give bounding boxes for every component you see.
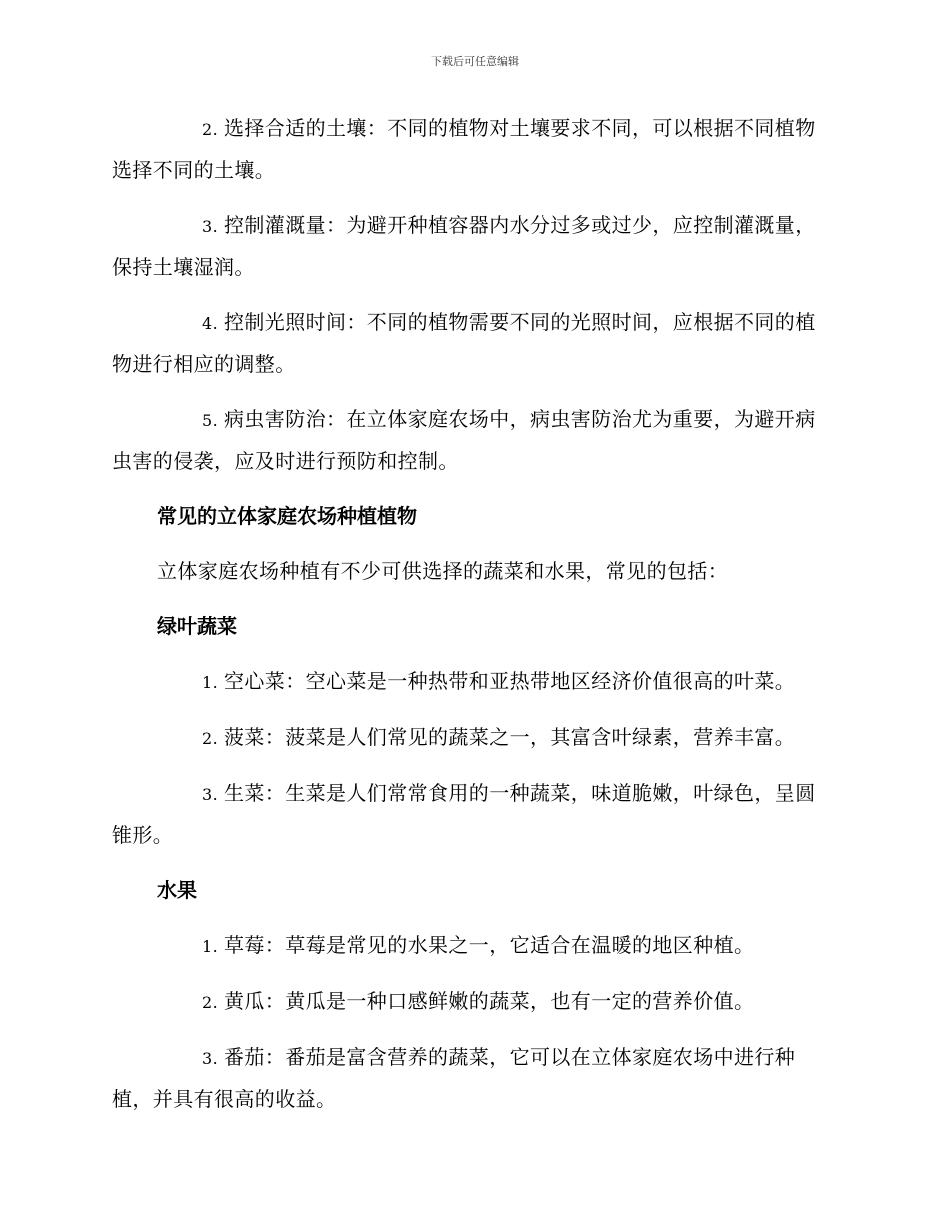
list-item-text: 番茄：番茄是富含营养的蔬菜，它可以在立体家庭农场中进行种植，并具有很高的收益。: [112, 1045, 796, 1111]
list-item: [112, 661, 834, 703]
list-item-number: 3.: [202, 1049, 219, 1068]
list-item-number: 3.: [202, 785, 219, 804]
list-item-text: 控制光照时间：不同的植物需要不同的光照时间，应根据不同的植物进行相应的调整。: [112, 310, 816, 376]
section-heading: 常见的立体家庭农场种植植物: [157, 504, 417, 528]
list-item-number: 1.: [202, 673, 219, 692]
list-item-number: 2.: [202, 729, 219, 748]
list-item-text: 菠菜：菠菜是人们常见的蔬菜之一，其富含叶绿素，营养丰富。: [224, 725, 796, 749]
list-item: [112, 205, 834, 288]
list-item-text: 控制灌溉量：为避开种植容器内水分过多或过少，应控制灌溉量，保持土壤湿润。: [112, 213, 816, 279]
subsection-heading: 绿叶蔬菜: [157, 614, 237, 638]
page-header: 下载后可任意编辑: [431, 55, 519, 68]
list-item: [112, 981, 834, 1023]
list-item-text: 病虫害防治：在立体家庭农场中，病虫害防治尤为重要，为避开病虫害的侵袭，应及时进行预防和控制。: [112, 407, 816, 473]
list-item-number: 2.: [202, 120, 219, 139]
list-item-number: 5.: [202, 411, 219, 430]
list-item-text: 黄瓜：黄瓜是一种口感鲜嫩的蔬菜，也有一定的营养价值。: [224, 989, 755, 1013]
list-item: [112, 773, 834, 856]
list-item-text: 草莓：草莓是常见的水果之一，它适合在温暖的地区种植。: [224, 933, 755, 957]
list-item-number: 4.: [202, 314, 219, 333]
document-body: [112, 108, 834, 1134]
list-item: [112, 717, 834, 759]
list-item-number: 3.: [202, 217, 219, 236]
list-item: [112, 399, 834, 482]
list-item-text: 生菜：生菜是人们常常食用的一种蔬菜，味道脆嫩，叶绿色，呈圆锥形。: [112, 781, 816, 847]
subsection-heading: 水果: [157, 878, 197, 902]
list-item: [112, 302, 834, 385]
list-item: [112, 925, 834, 967]
list-item-text: 空心菜：空心菜是一种热带和亚热带地区经济价值很高的叶菜。: [224, 669, 796, 693]
list-item-number: 1.: [202, 937, 219, 956]
body-paragraph: 立体家庭农场种植有不少可供选择的蔬菜和水果，常见的包括：: [157, 559, 729, 583]
list-item-number: 2.: [202, 993, 219, 1012]
list-item: [112, 1037, 834, 1120]
list-item: [112, 108, 834, 191]
list-item-text: 选择合适的土壤：不同的植物对土壤要求不同，可以根据不同植物选择不同的土壤。: [112, 116, 816, 182]
